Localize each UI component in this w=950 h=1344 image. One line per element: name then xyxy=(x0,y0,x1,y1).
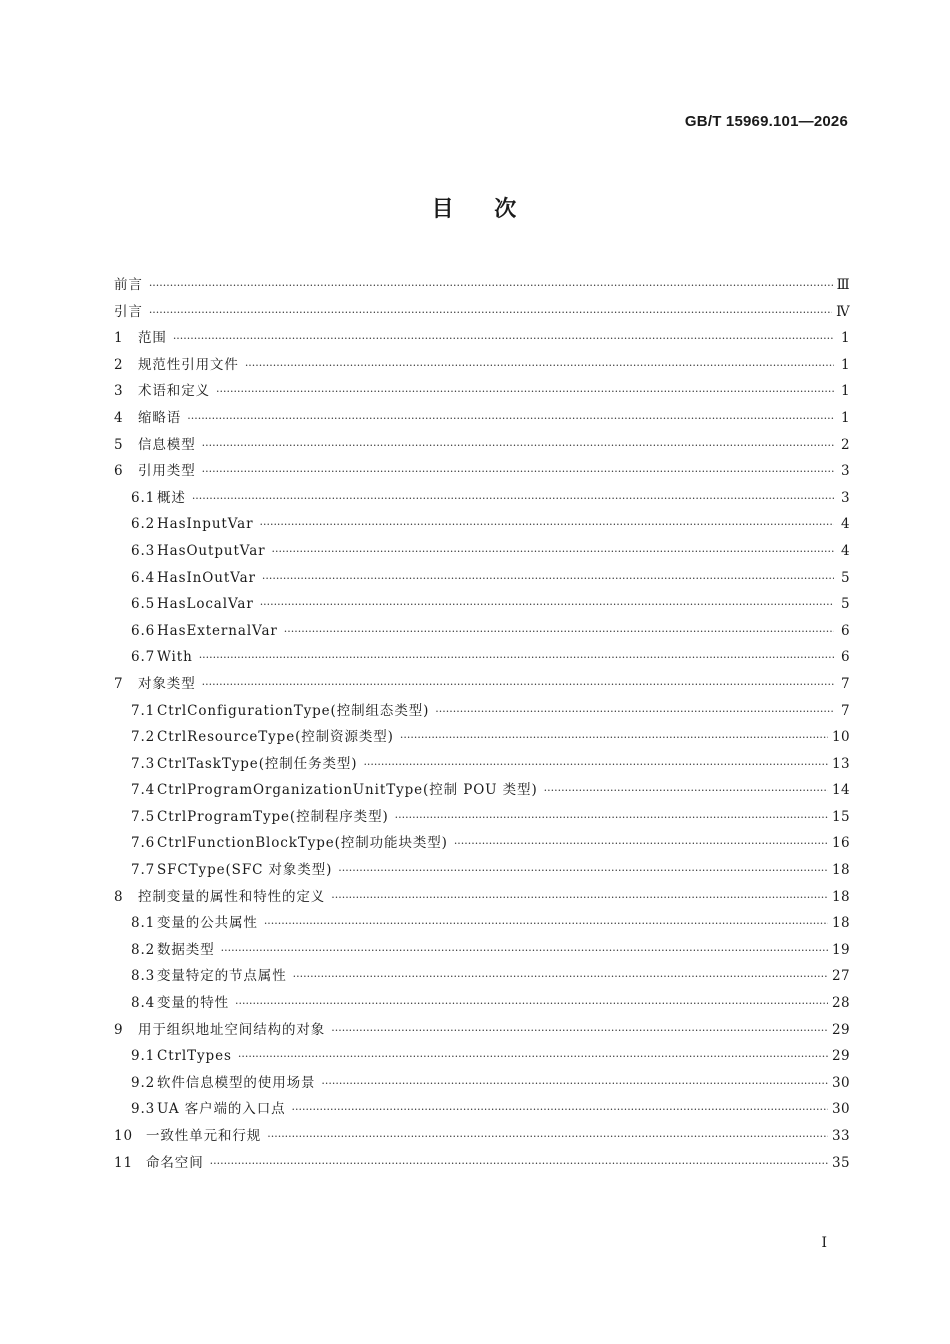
toc-entry-number: 3 xyxy=(114,383,124,400)
toc-entry[interactable] xyxy=(114,565,850,592)
toc-entry-number: 7.6 xyxy=(131,835,156,852)
toc-entry-page: 1 xyxy=(841,409,850,426)
toc-leader-dots xyxy=(363,752,828,779)
toc-entry-label: HasExternalVar xyxy=(157,622,278,639)
toc-leader-dots xyxy=(262,566,834,593)
toc-entry-label: CtrlTypes xyxy=(157,1048,232,1065)
toc-entry-number: 7.2 xyxy=(131,729,156,746)
toc-entry-page: 29 xyxy=(832,1048,850,1065)
toc-entry[interactable] xyxy=(114,325,850,352)
toc-entry-page: 16 xyxy=(832,835,850,852)
footer-page-number: I xyxy=(821,1235,827,1251)
toc-entry-page: 29 xyxy=(832,1021,850,1038)
toc-entry-number: 10 xyxy=(114,1128,133,1144)
toc-entry[interactable] xyxy=(114,1096,850,1123)
toc-entry-page: 7 xyxy=(841,675,850,692)
toc-entry-page: 4 xyxy=(841,516,850,533)
toc-entry-page: 19 xyxy=(832,941,850,958)
toc-entry[interactable] xyxy=(114,698,850,725)
toc-entry-number: 6.2 xyxy=(131,516,156,533)
toc-entry-number: 8.1 xyxy=(131,915,156,932)
toc-entry-label: 变量的公共属性 xyxy=(157,915,258,932)
toc-entry-label: 引用类型 xyxy=(138,463,196,480)
toc-entry-label: HasInputVar xyxy=(157,516,254,533)
standard-code: GB/T 15969.101—2026 xyxy=(684,113,848,130)
toc-entry-label: HasOutputVar xyxy=(157,542,266,559)
toc-entry[interactable] xyxy=(114,511,850,538)
toc-leader-dots xyxy=(202,433,834,460)
toc-entry-label: With xyxy=(157,649,193,666)
toc-entry[interactable] xyxy=(114,538,850,565)
toc-entry-number: 6.6 xyxy=(131,622,156,639)
toc-entry-number: 6.7 xyxy=(131,649,156,666)
toc-entry-label: 变量的特性 xyxy=(157,995,229,1012)
toc-entry-page: 30 xyxy=(832,1074,850,1091)
toc-entry-number: 6.4 xyxy=(131,569,156,586)
toc-leader-dots xyxy=(235,991,828,1018)
toc-leader-dots xyxy=(260,592,834,619)
toc-entry[interactable] xyxy=(114,1043,850,1070)
toc-entry-label: HasInOutVar xyxy=(157,569,256,586)
toc-entry-label: 对象类型 xyxy=(138,675,196,692)
toc-entry-number: 5 xyxy=(114,436,124,453)
toc-entry[interactable] xyxy=(114,751,850,778)
toc-entry-label: CtrlFunctionBlockType(控制功能块类型) xyxy=(157,835,448,852)
toc-entry-label: 用于组织地址空间结构的对象 xyxy=(138,1021,326,1038)
toc-leader-dots xyxy=(338,858,828,885)
toc-entry-number: 6.1 xyxy=(131,489,156,506)
toc-entry-label: CtrlProgramType(控制程序类型) xyxy=(157,808,389,825)
toc-entry[interactable] xyxy=(114,884,850,911)
toc-leader-dots xyxy=(321,1071,828,1098)
toc-entry[interactable] xyxy=(114,1070,850,1097)
toc-leader-dots xyxy=(400,725,828,752)
toc-entry-label: CtrlResourceType(控制资源类型) xyxy=(157,729,394,746)
toc-entry-label: 引言 xyxy=(114,303,143,320)
toc-entry[interactable] xyxy=(114,352,850,379)
toc-entry[interactable] xyxy=(114,777,850,804)
toc-entry-number: 9 xyxy=(114,1021,124,1038)
toc-entry[interactable] xyxy=(114,432,850,459)
toc-entry[interactable] xyxy=(114,804,850,831)
toc-entry-number: 6.3 xyxy=(131,542,156,559)
toc-entry[interactable] xyxy=(114,671,850,698)
toc-entry[interactable] xyxy=(114,1017,850,1044)
toc-entry-number: 11 xyxy=(114,1154,133,1171)
toc-entry-label: 范围 xyxy=(138,330,167,347)
toc-entry-page: 1 xyxy=(841,383,850,400)
toc-entry-page: 10 xyxy=(832,729,850,746)
toc-entry-label: CtrlTaskType(控制任务类型) xyxy=(157,755,358,772)
toc-entry-number: 4 xyxy=(114,409,124,426)
toc-entry-label: 软件信息模型的使用场景 xyxy=(157,1074,316,1091)
toc-entry-page: 35 xyxy=(832,1154,850,1171)
toc-entry-page: 3 xyxy=(841,489,850,506)
toc-entry-label: 前言 xyxy=(114,277,143,293)
toc-leader-dots xyxy=(293,964,828,991)
toc-entry-page: 5 xyxy=(841,569,850,586)
toc-entry-page: 6 xyxy=(841,649,850,666)
toc-entry-number: 7.4 xyxy=(131,782,156,799)
toc-leader-dots xyxy=(202,672,834,699)
toc-entry-label: 命名空间 xyxy=(146,1154,204,1171)
toc-entry-page: 2 xyxy=(841,436,850,453)
toc-entry[interactable] xyxy=(114,990,850,1017)
toc-entry-page: Ⅲ xyxy=(836,277,850,293)
toc-leader-dots xyxy=(187,406,834,433)
toc-entry-page: 13 xyxy=(832,755,850,772)
toc-entry-label: 控制变量的属性和特性的定义 xyxy=(138,888,326,905)
toc-entry-number: 8.4 xyxy=(131,995,156,1012)
toc-entry[interactable] xyxy=(114,591,850,618)
toc-entry-number: 7.1 xyxy=(131,702,156,719)
toc-entry[interactable] xyxy=(114,299,850,326)
toc-entry-number: 7.5 xyxy=(131,808,156,825)
toc-title: 目 次 xyxy=(431,197,519,222)
toc-entry-page: 3 xyxy=(841,463,850,480)
toc-entry-number: 9.3 xyxy=(131,1101,156,1118)
toc-entry-number: 2 xyxy=(114,356,124,373)
toc-entry-page: 30 xyxy=(832,1101,850,1118)
toc-entry[interactable] xyxy=(114,963,850,990)
toc-entry-page: 6 xyxy=(841,622,850,639)
table-of-contents xyxy=(114,272,850,1176)
toc-leader-dots xyxy=(395,805,828,832)
toc-leader-dots xyxy=(173,326,834,353)
toc-entry-number: 1 xyxy=(114,330,124,347)
toc-entry-number: 7.3 xyxy=(131,755,156,772)
toc-entry-label: SFCType(SFC 对象类型) xyxy=(157,862,333,879)
toc-entry-page: 5 xyxy=(841,596,850,613)
toc-entry-number: 8.3 xyxy=(131,968,156,985)
toc-entry-label: 术语和定义 xyxy=(138,383,210,400)
toc-entry[interactable] xyxy=(114,458,850,485)
toc-entry-label: HasLocalVar xyxy=(157,596,254,613)
toc-leader-dots xyxy=(435,699,834,726)
toc-entry-label: 概述 xyxy=(157,489,186,506)
toc-leader-dots xyxy=(149,273,833,300)
toc-leader-dots xyxy=(245,353,834,380)
toc-leader-dots xyxy=(210,1151,828,1178)
toc-entry-label: CtrlProgramOrganizationUnitType(控制 POU 类型) xyxy=(157,782,538,799)
toc-leader-dots xyxy=(192,486,834,513)
toc-leader-dots xyxy=(259,512,834,539)
toc-entry-label: 变量特定的节点属性 xyxy=(157,968,287,985)
toc-entry-label: 一致性单元和行规 xyxy=(146,1128,262,1144)
toc-entry[interactable] xyxy=(114,618,850,645)
toc-leader-dots xyxy=(267,1124,828,1151)
toc-entry-label: 数据类型 xyxy=(157,941,215,958)
toc-leader-dots xyxy=(264,911,828,938)
toc-entry-page: 18 xyxy=(832,915,850,932)
toc-entry-page: 18 xyxy=(832,862,850,879)
toc-entry-number: 8.2 xyxy=(131,941,156,958)
toc-leader-dots xyxy=(221,938,828,965)
toc-entry[interactable] xyxy=(114,1123,850,1150)
toc-entry-number: 9.1 xyxy=(131,1048,156,1065)
toc-entry-number: 6 xyxy=(114,463,124,480)
toc-entry-page: 15 xyxy=(832,808,850,825)
toc-entry-page: Ⅳ xyxy=(836,303,850,320)
toc-leader-dots xyxy=(284,619,834,646)
toc-entry[interactable] xyxy=(114,272,850,299)
toc-leader-dots xyxy=(331,885,828,912)
toc-entry-label: 规范性引用文件 xyxy=(138,356,239,373)
toc-leader-dots xyxy=(216,379,834,406)
toc-entry-page: 1 xyxy=(841,330,850,347)
toc-entry-page: 18 xyxy=(832,888,850,905)
toc-entry-number: 6.5 xyxy=(131,596,156,613)
toc-entry-page: 33 xyxy=(832,1128,850,1144)
toc-entry-number: 9.2 xyxy=(131,1074,156,1091)
toc-entry-label: CtrlConfigurationType(控制组态类型) xyxy=(157,702,430,719)
toc-leader-dots xyxy=(331,1018,828,1045)
toc-leader-dots xyxy=(454,831,828,858)
toc-entry-page: 14 xyxy=(832,782,850,799)
toc-entry[interactable] xyxy=(114,1150,850,1177)
toc-entry-number: 8 xyxy=(114,888,124,905)
toc-leader-dots xyxy=(238,1044,828,1071)
toc-entry-page: 28 xyxy=(832,995,850,1012)
toc-entry-page: 7 xyxy=(841,702,850,719)
toc-leader-dots xyxy=(199,645,834,672)
toc-entry-page: 27 xyxy=(832,968,850,985)
toc-entry[interactable] xyxy=(114,724,850,751)
toc-entry[interactable] xyxy=(114,644,850,671)
toc-entry-label: UA 客户端的入口点 xyxy=(157,1101,286,1118)
toc-entry[interactable] xyxy=(114,485,850,512)
toc-entry[interactable] xyxy=(114,830,850,857)
toc-entry-page: 1 xyxy=(841,356,850,373)
toc-entry[interactable] xyxy=(114,378,850,405)
toc-entry-number: 7.7 xyxy=(131,862,156,879)
toc-entry[interactable] xyxy=(114,857,850,884)
toc-leader-dots xyxy=(272,539,834,566)
toc-entry-label: 缩略语 xyxy=(138,409,182,426)
toc-entry[interactable] xyxy=(114,910,850,937)
toc-entry[interactable] xyxy=(114,937,850,964)
toc-leader-dots xyxy=(544,778,828,805)
toc-leader-dots xyxy=(149,300,832,327)
toc-entry-number: 7 xyxy=(114,675,124,692)
toc-entry[interactable] xyxy=(114,405,850,432)
toc-leader-dots xyxy=(292,1097,829,1124)
toc-entry-page: 4 xyxy=(841,542,850,559)
toc-entry-label: 信息模型 xyxy=(138,436,196,453)
toc-leader-dots xyxy=(202,459,834,486)
